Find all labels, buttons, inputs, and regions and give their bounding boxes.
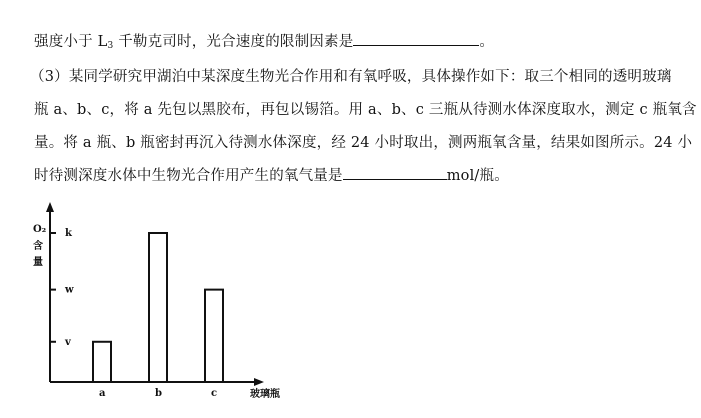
line1-end: 。 (479, 34, 495, 50)
x-axis-label: 玻璃瓶 (250, 389, 280, 400)
line1-part-a: 强度小于 L (34, 34, 108, 50)
bar-c (205, 290, 223, 382)
y-axis-arrow (46, 202, 54, 212)
y-label-top: O₂ (33, 224, 47, 235)
y-label-bot: 量 (33, 257, 43, 268)
bar-b (149, 233, 167, 382)
text-line-2: （3）某同学研究甲湖泊中某深度生物光合作用和有氧呼吸，具体操作如下：取三个相同的透明玻璃 (30, 69, 672, 85)
x-axis-arrow (254, 378, 264, 386)
line1-part-b: 千勒克司时，光合速度的限制因素是 (113, 34, 354, 50)
x-tick-label-a: a (99, 388, 106, 399)
x-tick-label-c: c (211, 388, 218, 399)
y-tick-label-k: k (65, 228, 72, 239)
text-line-3: 瓶 a、b、c，将 a 先包以黑胶布，再包以锡箔。用 a、b、c 三瓶从待测水体深度取水，测定 c 瓶氧含 (34, 102, 697, 118)
y-tick-label-v: v (65, 336, 71, 348)
line5-part-b: mol/瓶。 (446, 168, 509, 184)
bar-a (93, 342, 111, 382)
line1-subscript: 3 (107, 41, 114, 51)
line5-part-a: 时待测深度水体中生物光合作用产生的氧气量是 (34, 168, 343, 184)
y-tick-label-w: w (65, 284, 74, 296)
text-line-4: 量。将 a 瓶、b 瓶密封再沉入待测水体深度，经 24 小时取出，测两瓶氧含量，结果如图所示。24 小 (34, 135, 693, 151)
y-label-mid: 含 (33, 241, 43, 252)
x-tick-label-b: b (155, 388, 162, 399)
